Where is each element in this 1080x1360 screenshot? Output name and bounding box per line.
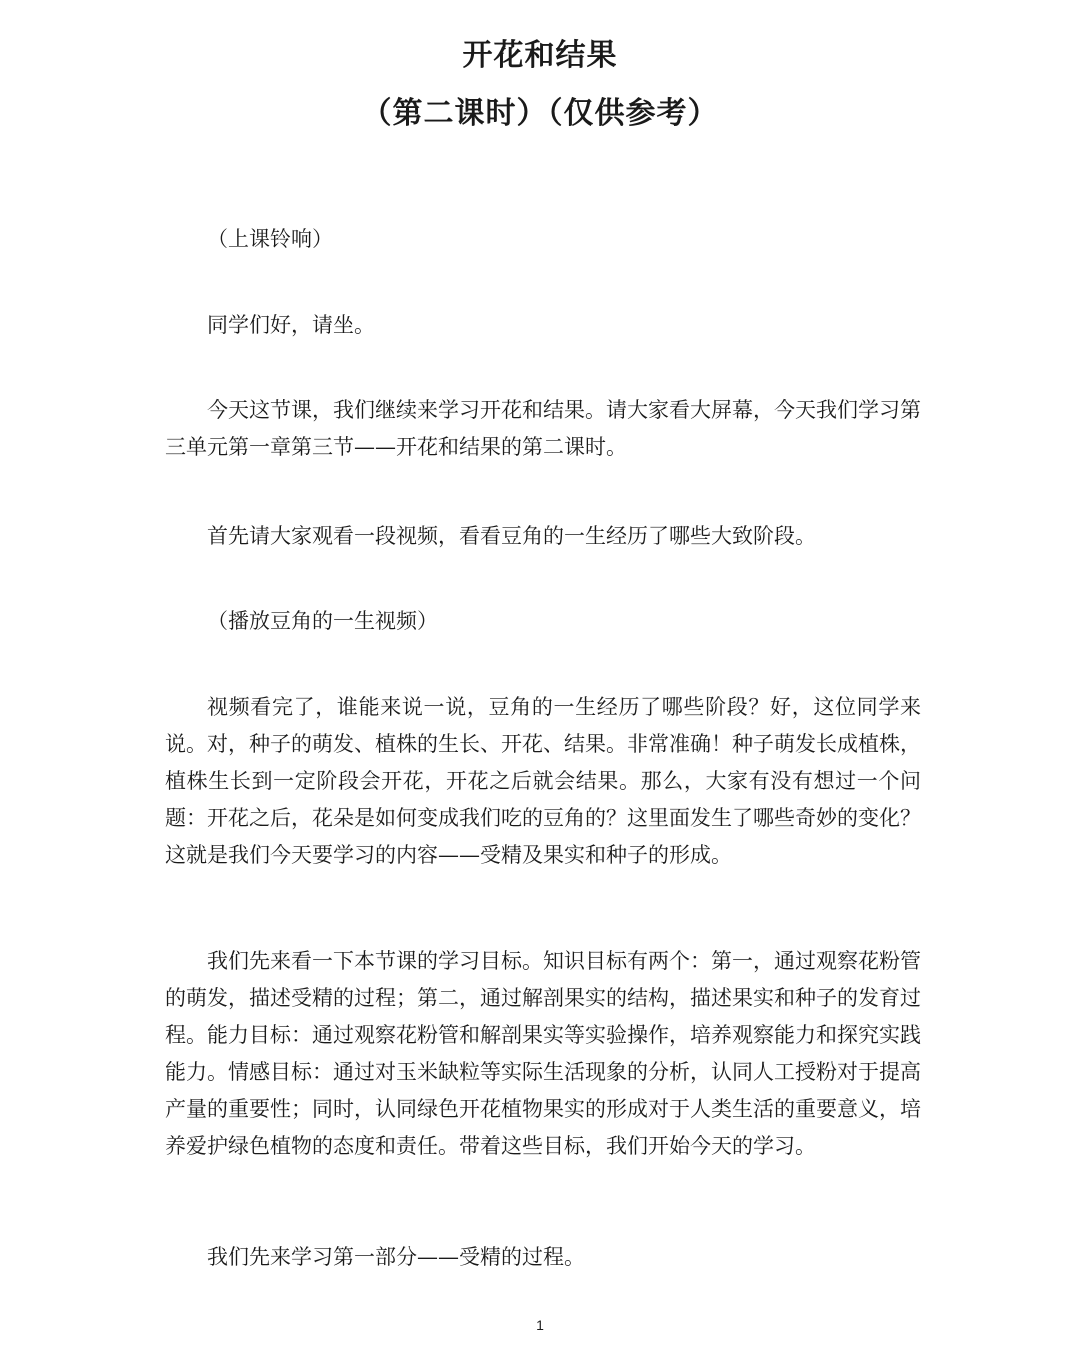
paragraph-intro: 今天这节课，我们继续来学习开花和结果。请大家看大屏幕，今天我们学习第三单元第一章第三节——开花和结果的第二课时。 bbox=[165, 398, 921, 459]
paragraph-greeting: 同学们好，请坐。 bbox=[207, 313, 375, 337]
page-title: 开花和结果 bbox=[462, 38, 618, 73]
paragraph-objectives: 我们先来看一下本节课的学习目标。知识目标有两个：第一，通过观察花粉管的萌发，描述受精的过程；第二，通过解剖果实的结构，描述果实和种子的发育过程。能力目标：通过观察花粉管和解剖果实等实验操作，培养观察能力和探究实践能力。情感目标：通过对玉米缺粒等实际生活现象的分析，认同人工授粉对于提高产量的重要性；同时，认同绿色开花植物果实的形成对于人类生活的重要意义，培养爱护绿色植物的态度和责任。带着这些目标，我们开始今天的学习。 bbox=[165, 949, 921, 1158]
paragraph-discussion: 视频看完了，谁能来说一说，豆角的一生经历了哪些阶段？好，这位同学来说。对，种子的萌发、植株的生长、开花、结果。非常准确！种子萌发长成植株，植株生长到一定阶段会开花，开花之后就会结果。那么，大家有没有想过一个问题：开花之后，花朵是如何变成我们吃的豆角的？这里面发生了哪些奇妙的变化？这就是我们今天要学习的内容——受精及果实和种子的形成。 bbox=[165, 695, 921, 867]
paragraph-video-prompt: 首先请大家观看一段视频，看看豆角的一生经历了哪些大致阶段。 bbox=[207, 524, 816, 548]
paragraph-part-one: 我们先来学习第一部分——受精的过程。 bbox=[207, 1245, 585, 1269]
page-subtitle: （第二课时）（仅供参考） bbox=[361, 96, 719, 131]
paragraph-video-note: （播放豆角的一生视频） bbox=[207, 609, 438, 633]
page-number: 1 bbox=[536, 1317, 544, 1333]
paragraph-bell: （上课铃响） bbox=[207, 227, 333, 251]
